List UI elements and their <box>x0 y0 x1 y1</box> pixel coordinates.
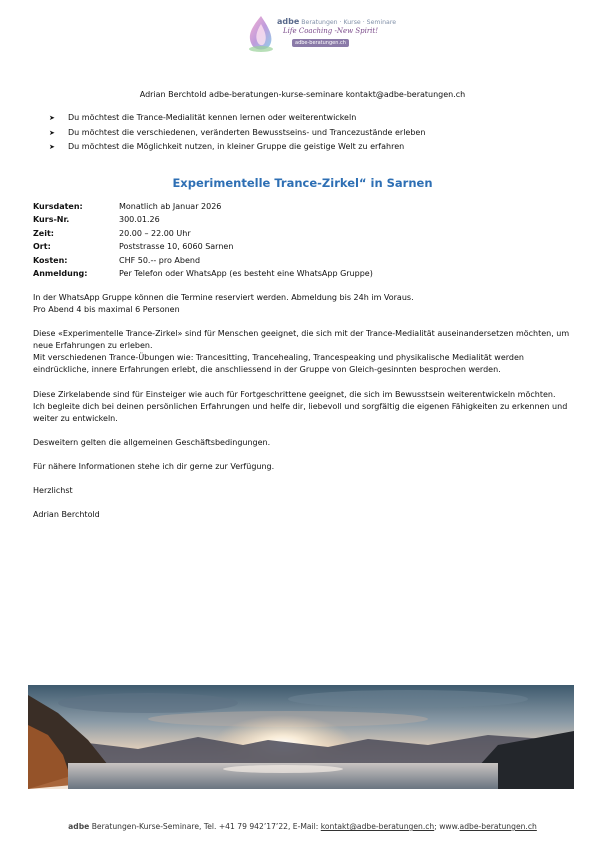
page-title: Experimentelle Trance-Zirkel“ in Sarnen <box>172 176 433 190</box>
detail-label: Kosten: <box>33 255 68 265</box>
logo-brand: adbe Beratungen · Kurse · Seminare <box>277 17 397 26</box>
detail-row <box>33 267 373 280</box>
lake-sunset-photo <box>28 685 574 789</box>
paragraph: Diese «Experimentelle Trance-Zirkel» sind für Menschen geeignet, die sich mit der Trance-Medialität auseinandersetzen möchten, um neue Erfahrungen zu erleben. Mit verschiedenen Trance-Übungen wie: Trancesitting, Trancehealing, Trancespeaking und physikalische Medialität werden eindrückliche, innere Erfahrungen erlebt, die anschliessend in der Gruppe von Gleich-gesinnten besprochen werden. <box>33 329 570 375</box>
body-text <box>33 292 581 533</box>
logo-tagline: Life Coaching -New Spirit! <box>283 27 379 35</box>
flame-logo-icon <box>243 14 279 54</box>
detail-row <box>33 200 373 213</box>
detail-row <box>33 227 373 240</box>
detail-value: Monatlich ab Januar 2026 <box>119 202 222 211</box>
detail-value: Poststrasse 10, 6060 Sarnen <box>119 242 234 252</box>
detail-value: 300.01.26 <box>119 215 160 225</box>
detail-label: Kursdaten: <box>33 202 83 211</box>
paragraph: Desweitern gelten die allgemeinen Geschäftsbedingungen. <box>33 437 271 447</box>
detail-value: CHF 50.-- pro Abend <box>119 255 201 265</box>
arrow-bullet-icon: ➤ <box>49 114 55 122</box>
company-logo <box>243 14 397 54</box>
footer: adbe Beratungen-Kurse-Seminare, Tel. +41 79 942’17’22, E-Mail: kontakt@adbe-beratungen.ch; www.adbe-beratungen.ch <box>68 822 537 831</box>
signature-name: Adrian Berchtold <box>33 510 100 520</box>
detail-label: Anmeldung: <box>33 268 88 278</box>
detail-value: Per Telefon oder WhatsApp (es besteht eine WhatsApp Gruppe) <box>119 268 373 278</box>
list-item: ➤ Du möchtest die Möglichkeit nutzen, in kleiner Gruppe die geistige Welt zu erfahren <box>49 140 425 155</box>
detail-row <box>33 254 373 267</box>
paragraph: Diese Zirkelabende sind für Einsteiger wie auch für Fortgeschrittene geeignet, die sich im Bewusstsein weiterentwickeln möchten. Ich begleite dich bei deinen persönlichen Erfahrungen und helfe dir, liebevoll und sorgfältig die eigenen Fähigkeiten zu erkennen und weiter zu entwickeln. <box>33 389 568 423</box>
paragraph: Herzlichst <box>33 486 73 496</box>
arrow-bullet-icon: ➤ <box>49 128 55 137</box>
detail-value: 20.00 – 22.00 Uhr <box>119 228 191 238</box>
detail-row <box>33 213 373 226</box>
list-item: ➤ Du möchtest die verschiedenen, veränderten Bewusstseins- und Trancezustände erleben <box>49 126 425 141</box>
paragraph: Für nähere Informationen stehe ich dir gerne zur Verfügung. <box>33 461 275 471</box>
detail-label: Kurs-Nr. <box>33 215 70 225</box>
detail-row <box>33 240 373 253</box>
course-details <box>33 200 373 280</box>
arrow-bullet-icon: ➤ <box>49 143 55 151</box>
bullet-list <box>49 111 425 155</box>
logo-website: adbe-beratungen.ch <box>292 39 349 47</box>
detail-label: Ort: <box>33 242 51 252</box>
footer-website-link[interactable]: adbe-beratungen.ch <box>459 822 537 831</box>
footer-email-link[interactable]: kontakt@adbe-beratungen.ch <box>320 822 435 831</box>
paragraph: In der WhatsApp Gruppe können die Termine reserviert werden. Abmeldung bis 24h im Voraus. Pro Abend 4 bis maximal 6 Personen <box>33 293 414 315</box>
detail-label: Zeit: <box>33 228 54 238</box>
contact-line: Adrian Berchtold adbe-beratungen-kurse-seminare kontakt@adbe-beratungen.ch <box>139 90 466 99</box>
footer-brand: adbe <box>68 822 90 831</box>
list-item: ➤ Du möchtest die Trance-Medialität kennen lernen oder weiterentwickeln <box>49 111 425 126</box>
